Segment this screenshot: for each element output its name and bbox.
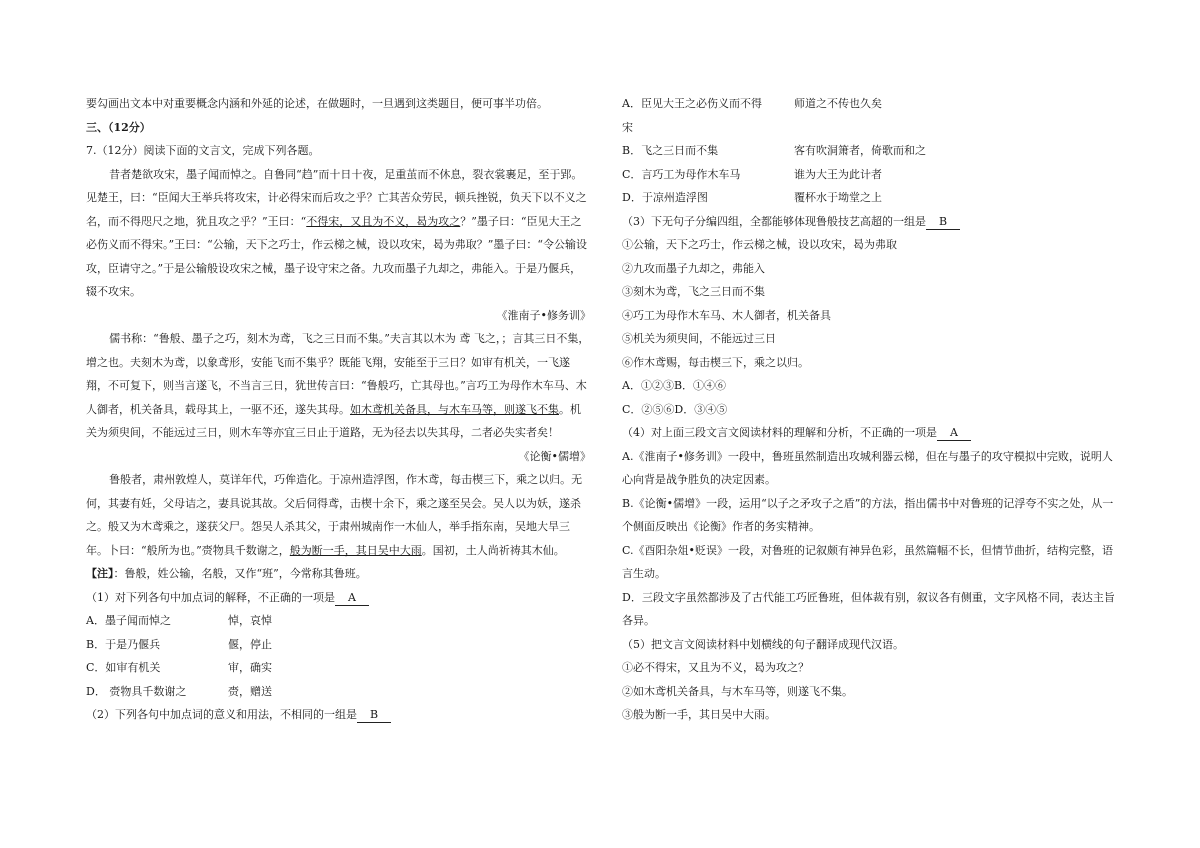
option-sentence: D．于凉州造浮图 — [622, 191, 708, 204]
passage-youyang-tail: 。国初，土人尚祈祷其木仙。 — [421, 543, 565, 557]
question-3-items — [622, 233, 1120, 421]
option-row — [622, 116, 1120, 140]
source-huainanzi: 《淮南子•修务训》 — [496, 308, 591, 322]
passage-lunheng-text: 儒书称：“鲁般、墨子之巧，刻木为鸢，飞之三日而不集。”夫言其以木为 鸢 飞之，；言其三日不集，增之也。夫刻木为鸢，以象鸢形，安能飞而不集乎？既能飞翔，安能至于三日？如审有机关，一飞遂翔，不可复下，则当言遂飞，不当言三日，犹世传言曰：“鲁般巧，亡其母也。”言巧工为母作木车马、木人御者，机关备具，载母其上，一驱不还，遂失其母。 — [86, 332, 590, 416]
question-4-answer: A — [937, 426, 971, 441]
option-sentence: 宋 — [622, 120, 633, 134]
question-2-answer: B — [357, 708, 391, 723]
intro-tail-text: 要勾画出文本中对重要概念内涵和外延的论述，在做题时，一旦遇到这类题目，便可事半功倍。 — [86, 97, 548, 110]
list-item: ④巧工为母作木车马、木人御者，机关备具 — [622, 308, 831, 322]
option-compare: 师道之不传也久矣 — [794, 97, 882, 110]
question-1-answer: A — [335, 591, 369, 606]
question-4-prompt — [622, 421, 1120, 445]
option-row — [86, 609, 591, 633]
option-row — [622, 186, 1120, 210]
option-row — [622, 92, 1120, 116]
list-item: ②如木鸢机关备具，与木车马等，则遂飞不集。 — [622, 684, 853, 698]
option-compare: 覆杯水于坳堂之上 — [794, 191, 882, 204]
question-1-text: （1）对下列各句中加点词的解释，不正确的一项是 — [86, 590, 335, 604]
question-5-prompt: （5）把文言文阅读材料中划横线的句子翻译成现代汉语。 — [622, 637, 904, 651]
list-item: ③般为断一手，其日吴中大雨。 — [622, 708, 776, 721]
option-sentence: D． 赍物具千数谢之 — [86, 684, 187, 698]
option-paragraph: C.《酉阳杂俎•贬误》一段，对鲁班的记叙颇有神异色彩，虽然篇幅不长，但情节曲折，结构完整，语言生动。 — [622, 543, 1114, 580]
question-3-answer: B — [926, 215, 960, 230]
list-item: ③刻木为鸢，飞之三日而不集 — [622, 285, 765, 298]
question-4-options — [622, 445, 1120, 633]
question-2-text: （2）下列各句中加点词的意义和用法，不相同的一组是 — [86, 708, 357, 721]
note-label: 【注】 — [86, 567, 114, 580]
question-4-text: （4）对上面三段文言文阅读材料的理解和分析，不正确的一项是 — [622, 426, 937, 439]
passage-huainanzi-tail: ？”墨子曰：“臣见大王之必伤义而不得宋。”王曰：“公输，天下之巧士，作云梯之械，设以攻宋，曷为弗取？”墨子曰：“令公输设攻，臣请守之。”于是公输般设攻宋之械，墨子设守宋之备。九攻而墨子九却之，弗能入。于是乃偃兵，辍不攻宋。 — [86, 214, 587, 298]
question-1-options — [86, 609, 591, 703]
option-paragraph: A.《淮南子•修务训》一段中，鲁班虽然制造出攻城利器云梯，但在与墨子的攻守模拟中完败，说明人心向背是战争胜负的决定因素。 — [622, 449, 1113, 486]
list-item: ②九攻而墨子九却之，弗能入 — [622, 261, 765, 275]
option-paragraph: D．三段文字虽然都涉及了古代能工巧匠鲁班，但体裁有别，叙议各有侧重，文字风格不同，表达主旨各异。 — [622, 590, 1115, 627]
option-sentence: C．如审有机关 — [86, 661, 161, 674]
question-5-items — [622, 656, 1120, 727]
option-explanation: 赍，赠送 — [228, 684, 272, 698]
underlined-sentence-3: 般为断一手，其日吴中大雨 — [289, 543, 422, 557]
source-lunheng: 《论衡•儒增》 — [518, 449, 591, 463]
choice-cd: C．②⑤⑥D．③④⑤ — [622, 402, 728, 416]
question-2-prompt — [86, 703, 591, 727]
passage-youyang-text: 鲁般者，肃州敦煌人，莫详年代，巧侔造化。于凉州造浮图，作木鸢，每击楔三下，乘之以归。无何，其妻有妊，父母诘之，妻具说其故。父后伺得鸢，击楔十余下，乘之遂至吴会。吴人以为妖，遂杀之。般又为木鸢乘之，遂获父尸。怨吴人杀其父，于肃州城南作一木仙人，举手指东南，吴地大旱三年。卜曰：“般所为也。”赍物具千数谢之， — [86, 473, 583, 557]
choice-ab: A．①②③B．①④⑥ — [622, 379, 727, 392]
question-1-prompt — [86, 586, 591, 610]
note-text: ：鲁般，姓公输，名般，又作“班”，今常称其鲁班。 — [113, 567, 367, 580]
option-paragraph: B.《论衡•儒增》一段，运用“以子之矛攻子之盾”的方法，指出儒书中对鲁班的记浮夸不实之处，从一个侧面反映出《论衡》作者的务实精神。 — [622, 496, 1114, 533]
option-sentence: C．言巧工为母作木车马 — [622, 167, 741, 181]
passage-huainanzi — [86, 163, 591, 304]
option-explanation: 偃，停止 — [228, 637, 272, 651]
passage-lunheng-tail: 。机关为须臾间，不能远过三日，则木车等亦宜三日止于道路，无为径去以失其母，二者必失实者矣！ — [86, 402, 581, 439]
option-compare: 客有吹洞箫者，倚歌而和之 — [794, 144, 926, 157]
question-3-text: （3）下无句子分编四组，全都能够体现鲁般技艺高超的一组是 — [622, 214, 926, 228]
list-item: ⑥作木鸢赐，每击楔三下，乘之以归。 — [622, 355, 809, 369]
passage-youyang — [86, 468, 591, 562]
option-explanation: 悼，哀悼 — [228, 614, 272, 627]
question-7-prompt: 7.（12分）阅读下面的文言文，完成下列各题。 — [86, 144, 320, 157]
passage-huainanzi-text: 昔者楚欲攻宋，墨子闻而悼之。自鲁同“趋”而十日十夜，足重茧而不休息，裂衣裳裹足，至于郢。见楚王，曰：“臣闻大王举兵将攻宋，计必得宋而后攻之乎？亡其苦众劳民，顿兵挫锐，负天下以不义之名，而不得咫尺之地，犹且攻之乎？”王曰：“ — [86, 167, 587, 228]
option-row — [86, 656, 591, 680]
underlined-sentence-1: 不得宋，又且为不义，曷为攻之 — [306, 214, 461, 228]
option-sentence: B．于是乃偃兵 — [86, 637, 161, 651]
passage-lunheng — [86, 327, 591, 445]
option-row — [622, 163, 1120, 187]
question-2-options — [622, 92, 1120, 210]
list-item: ①必不得宋，又且为不义，曷为攻之？ — [622, 661, 809, 674]
list-item: ①公输，天下之巧士，作云梯之械，设以攻宋，曷为弗取 — [622, 238, 897, 251]
option-explanation: 审，确实 — [228, 661, 272, 674]
option-sentence: A．臣见大王之必伤义而不得 — [622, 97, 762, 110]
option-sentence: A．墨子闻而悼之 — [86, 614, 171, 627]
option-row — [86, 633, 591, 657]
left-column — [86, 92, 591, 727]
question-3-prompt — [622, 210, 1120, 234]
note — [86, 562, 591, 586]
option-sentence: B．飞之三日而不集 — [622, 144, 719, 157]
option-compare: 谁为大王为此计者 — [794, 167, 882, 181]
list-item: ⑤机关为须臾间，不能远过三日 — [622, 332, 776, 345]
section-heading: 三、（12分） — [86, 120, 151, 134]
option-row — [622, 139, 1120, 163]
right-column — [622, 92, 1120, 727]
option-row — [86, 680, 591, 704]
option-compare — [794, 116, 1120, 140]
underlined-sentence-2: 如木鸢机关备具，与木车马等，则遂飞不集 — [350, 402, 559, 416]
